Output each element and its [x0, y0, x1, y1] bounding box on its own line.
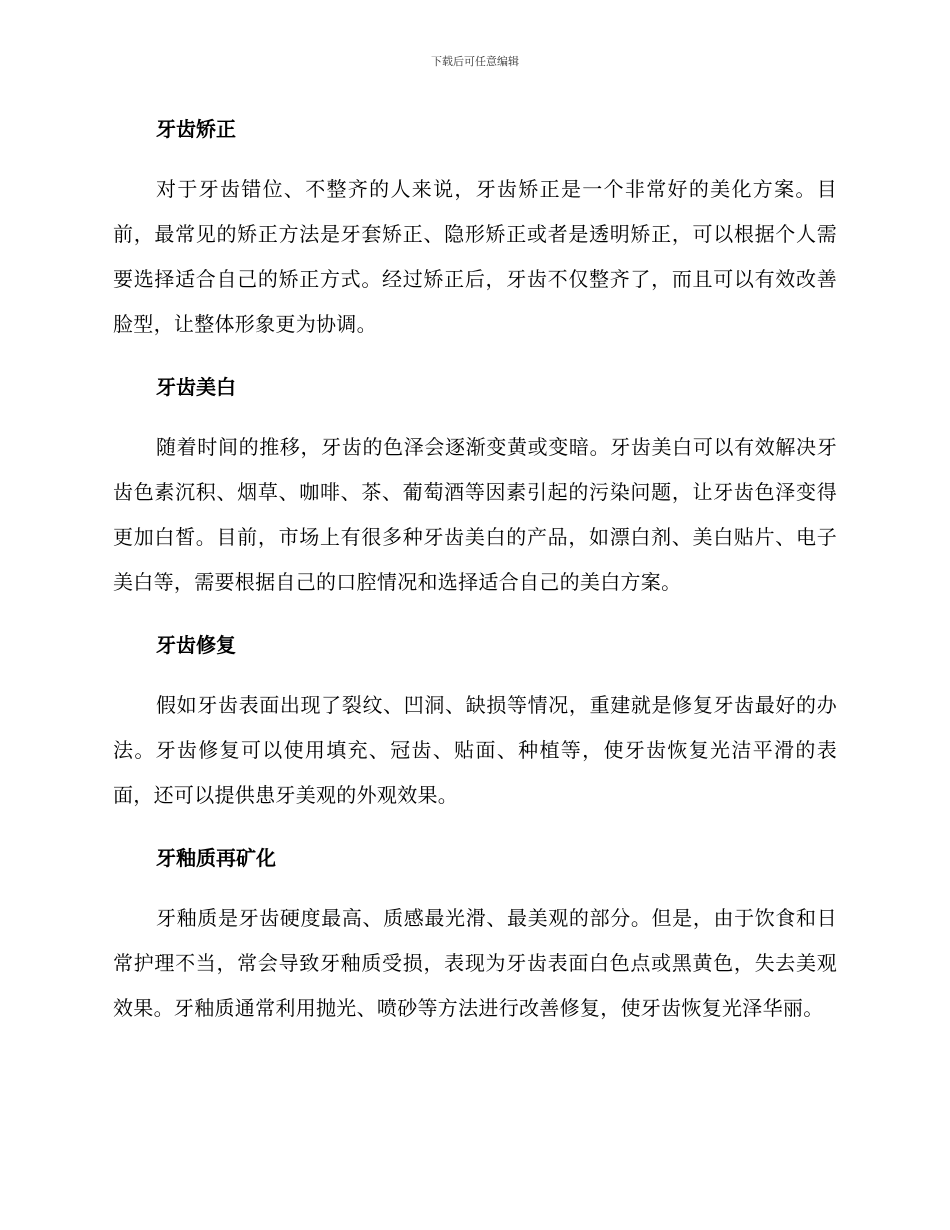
page-header-note: 下载后可任意编辑	[431, 55, 519, 68]
section-enamel-remineralization	[113, 841, 837, 1054]
section-heading: 牙釉质再矿化	[156, 846, 276, 870]
section-heading: 牙齿矫正	[156, 117, 236, 141]
document-body	[113, 112, 837, 1054]
section-heading: 牙齿修复	[156, 633, 236, 657]
section-restoration	[113, 628, 837, 841]
section-heading: 牙齿美白	[156, 375, 236, 399]
section-paragraph: 牙釉质是牙齿硬度最高、质感最光滑、最美观的部分。但是，由于饮食和日常护理不当，常会导致牙釉质受损，表现为牙齿表面白色点或黑黄色，失去美观效果。牙釉质通常利用抛光、喷砂等方法进行改善修复，使牙齿恢复光泽华丽。	[113, 906, 837, 1020]
section-paragraph: 假如牙齿表面出现了裂纹、凹洞、缺损等情况，重建就是修复牙齿最好的办法。牙齿修复可以使用填充、冠齿、贴面、种植等，使牙齿恢复光洁平滑的表面，还可以提供患牙美观的外观效果。	[113, 693, 837, 807]
section-paragraph: 对于牙齿错位、不整齐的人来说，牙齿矫正是一个非常好的美化方案。目前，最常见的矫正方法是牙套矫正、隐形矫正或者是透明矫正，可以根据个人需要选择适合自己的矫正方式。经过矫正后，牙齿不仅整齐了，而且可以有效改善脸型，让整体形象更为协调。	[113, 177, 837, 336]
section-whitening	[113, 370, 837, 628]
section-orthodontics	[113, 112, 837, 370]
section-paragraph: 随着时间的推移，牙齿的色泽会逐渐变黄或变暗。牙齿美白可以有效解决牙齿色素沉积、烟草、咖啡、茶、葡萄酒等因素引起的污染问题，让牙齿色泽变得更加白皙。目前，市场上有很多种牙齿美白的产品，如漂白剂、美白贴片、电子美白等，需要根据自己的口腔情况和选择适合自己的美白方案。	[113, 435, 837, 594]
